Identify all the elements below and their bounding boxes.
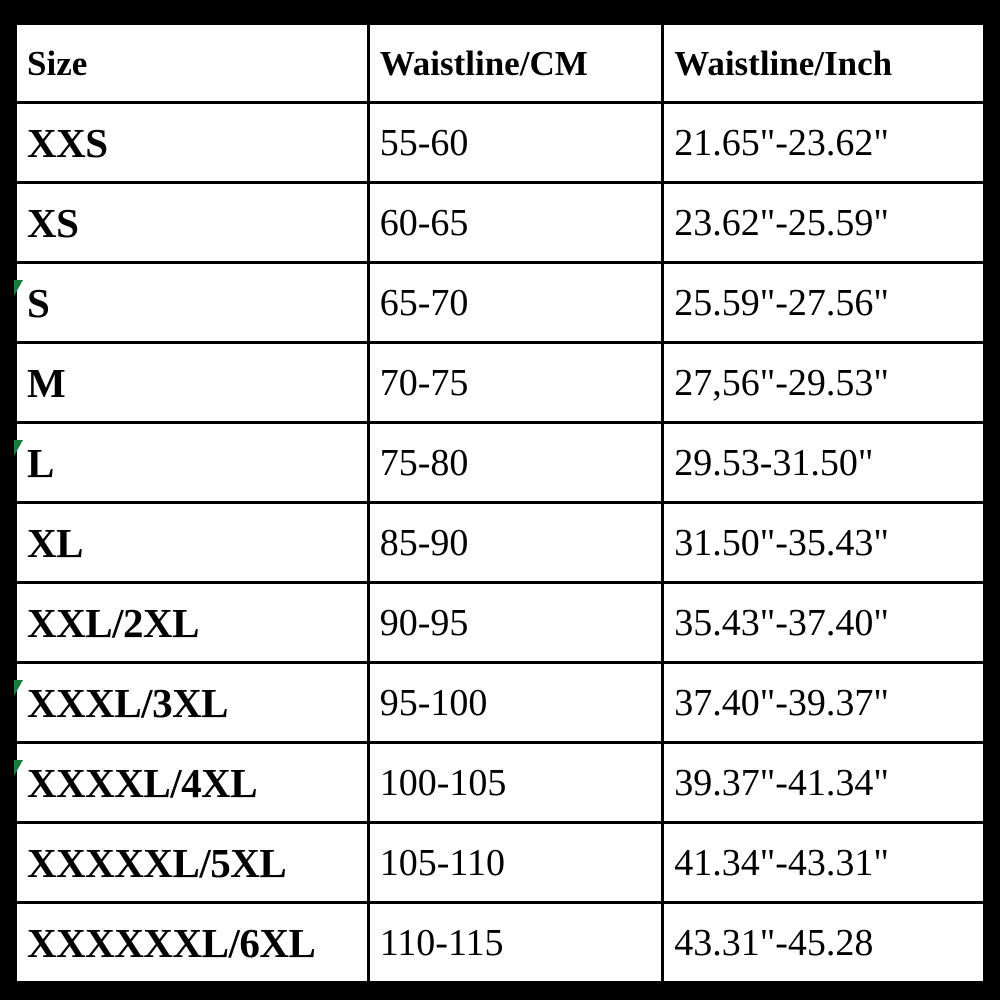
cell-size: XS [16,183,369,263]
table-row [16,903,985,983]
cell-waistline-cm: 95-100 [368,663,663,743]
cell-size: XXXL/3XL [16,663,369,743]
table-row [16,823,985,903]
cell-waistline-inch: 23.62"-25.59" [663,183,985,263]
table-row [16,423,985,503]
cell-size: XXL/2XL [16,583,369,663]
cell-waistline-inch: 43.31"-45.28 [663,903,985,983]
table-row [16,183,985,263]
table-row [16,743,985,823]
cell-waistline-cm: 90-95 [368,583,663,663]
cell-size: L [16,423,369,503]
cell-waistline-inch: 29.53-31.50" [663,423,985,503]
cell-waistline-inch: 31.50"-35.43" [663,503,985,583]
edge-artifact-mark [14,680,23,696]
table-row [16,343,985,423]
edge-artifact-mark [14,440,23,456]
table-header [16,24,985,103]
cell-size: XXS [16,103,369,183]
cell-size: XXXXL/4XL [16,743,369,823]
table-row [16,583,985,663]
column-header-waistline-cm: Waistline/CM [368,24,663,103]
cell-waistline-cm: 100-105 [368,743,663,823]
cell-waistline-inch: 37.40"-39.37" [663,663,985,743]
table-row [16,263,985,343]
cell-waistline-inch: 35.43"-37.40" [663,583,985,663]
cell-waistline-cm: 70-75 [368,343,663,423]
cell-waistline-cm: 75-80 [368,423,663,503]
table-body [16,103,985,983]
cell-waistline-cm: 105-110 [368,823,663,903]
edge-artifact-mark [14,760,23,776]
table-header-row [16,24,985,103]
column-header-waistline-inch: Waistline/Inch [663,24,985,103]
cell-waistline-inch: 41.34"-43.31" [663,823,985,903]
cell-waistline-cm: 60-65 [368,183,663,263]
cell-size: XXXXXL/5XL [16,823,369,903]
cell-waistline-inch: 39.37"-41.34" [663,743,985,823]
cell-waistline-cm: 85-90 [368,503,663,583]
cell-size: S [16,263,369,343]
column-header-size: Size [16,24,369,103]
size-chart-container [14,22,986,984]
cell-waistline-cm: 65-70 [368,263,663,343]
cell-waistline-cm: 110-115 [368,903,663,983]
cell-waistline-cm: 55-60 [368,103,663,183]
cell-size: M [16,343,369,423]
table-row [16,103,985,183]
size-chart-table [14,22,986,984]
cell-waistline-inch: 21.65"-23.62" [663,103,985,183]
cell-size: XL [16,503,369,583]
edge-artifact-mark [14,280,23,296]
table-row [16,663,985,743]
cell-waistline-inch: 25.59"-27.56" [663,263,985,343]
cell-size: XXXXXXL/6XL [16,903,369,983]
cell-waistline-inch: 27,56"-29.53" [663,343,985,423]
table-row [16,503,985,583]
